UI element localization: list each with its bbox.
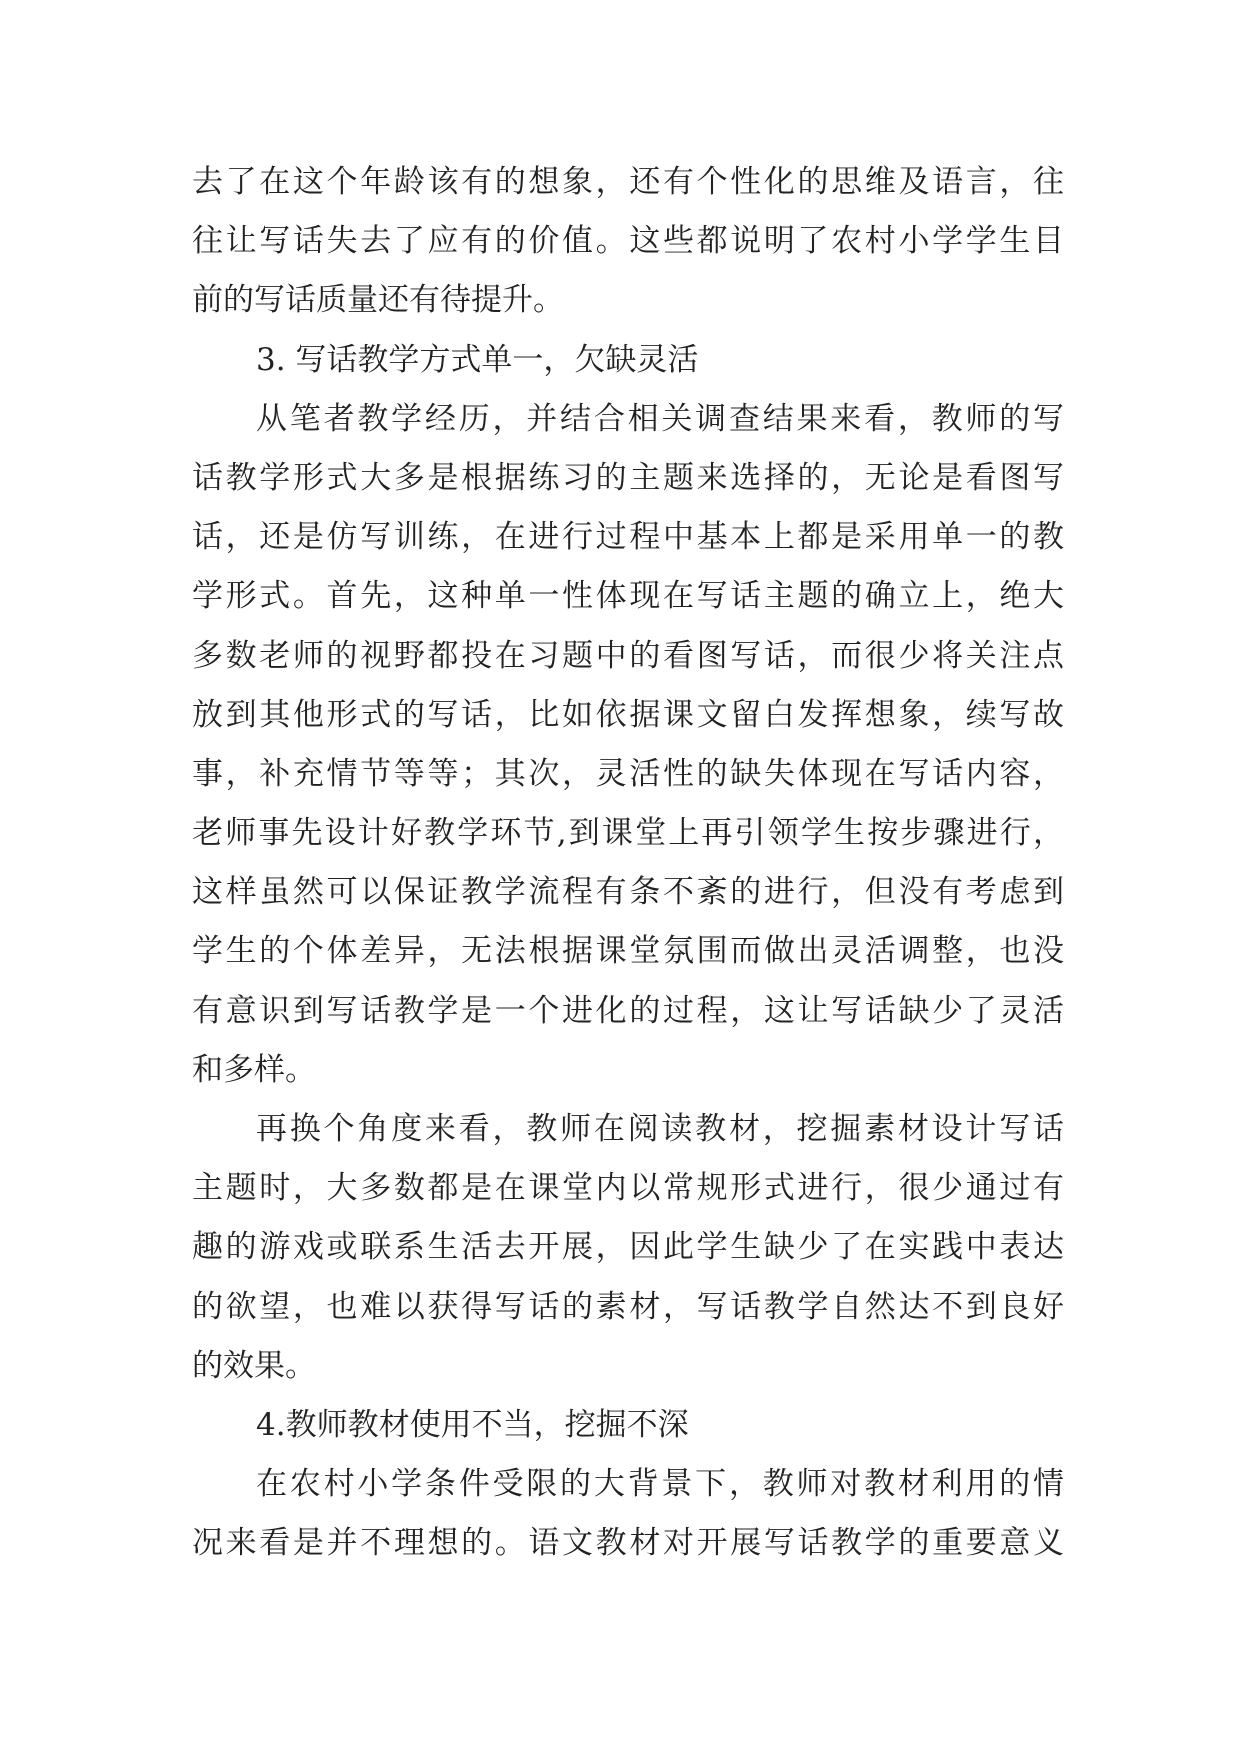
text-line: 多数老师的视野都投在习题中的看图写话，而很少将关注点 (192, 637, 1064, 674)
text-line: 4.教师教材使用不当，挖掘不深 (256, 1406, 689, 1443)
text-line: 3. 写话教学方式单一，欠缺灵活 (256, 341, 699, 378)
text-line: 在农村小学条件受限的大背景下，教师对教材利用的情 (256, 1466, 1064, 1503)
text-line: 主题时，大多数都是在课堂内以常规形式进行，很少通过有 (192, 1170, 1064, 1207)
text-line: 的欲望，也难以获得写话的素材，写话教学自然达不到良好 (192, 1288, 1064, 1325)
text-line: 事，补充情节等等；其次，灵活性的缺失体现在写话内容， (192, 755, 1064, 792)
text-line: 的效果。 (192, 1347, 316, 1384)
text-line: 学形式。首先，这种单一性体现在写话主题的确立上，绝大 (192, 578, 1064, 615)
text-line: 从笔者教学经历，并结合相关调查结果来看，教师的写 (256, 400, 1064, 437)
text-line: 前的写话质量还有待提升。 (192, 282, 564, 319)
text-line: 再换个角度来看，教师在阅读教材，挖掘素材设计写话 (256, 1111, 1064, 1147)
text-line: 况来看是并不理想的。语文教材对开展写话教学的重要意义 (192, 1525, 1064, 1562)
text-line: 有意识到写话教学是一个进化的过程，这让写话缺少了灵活 (192, 992, 1064, 1029)
text-line: 这样虽然可以保证教学流程有条不紊的进行，但没有考虑到 (192, 874, 1064, 911)
text-line: 话，还是仿写训练，在进行过程中基本上都是采用单一的教 (192, 519, 1064, 556)
text-line: 话教学形式大多是根据练习的主题来选择的，无论是看图写 (192, 459, 1064, 496)
text-line: 学生的个体差异，无法根据课堂氛围而做出灵活调整，也没 (192, 933, 1064, 970)
text-line: 往让写话失去了应有的价值。这些都说明了农村小学学生目 (192, 223, 1064, 260)
body-text (192, 153, 1064, 1574)
text-line: 去了在这个年龄该有的想象，还有个性化的思维及语言，往 (192, 164, 1064, 200)
text-line: 老师事先设计好教学环节,到课堂上再引领学生按步骤进行， (192, 815, 1064, 852)
text-line: 和多样。 (192, 1051, 316, 1088)
text-line: 放到其他形式的写话，比如依据课文留白发挥想象，续写故 (192, 696, 1064, 733)
text-line: 趣的游戏或联系生活去开展，因此学生缺少了在实践中表达 (192, 1229, 1064, 1266)
